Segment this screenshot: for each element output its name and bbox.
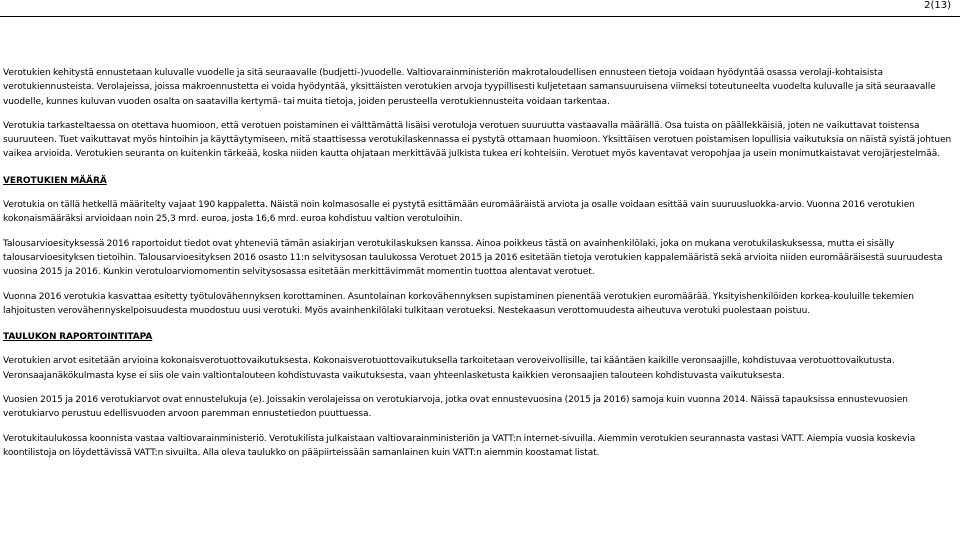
report-paragraph-2: Vuosien 2015 ja 2016 verotukiarvot ovat ennustelukuja (e). Joissakin verolajeissa on verotukiarvoja, jotka ovat ennustevuosina (2015 ja 2016) samoja kuin vuonna 2014. Näissä tapauksissa ennustevuosien verotukiarvo perustuu edellisvuoden arvoon paremman ennustetiedon puuttuessa. [3,395,908,420]
header-divider [0,16,960,17]
section-heading-amount: VEROTUKIEN MÄÄRÄ [3,175,107,186]
amount-paragraph-2: Talousarvioesityksessä 2016 raportoidut tiedot ovat yhteneviä tämän asiakirjan verotukilaskuksen kanssa. Ainoa poikkeus tästä on avainhenkilölaki, joka on mukana verotukilaskuksessa, mutta ei sisälly talousarvioesityksen tietoihin. Talousarvioesityksen 2016 osasto 11:n selvitysosan taulukossa Verotuet 2015 ja 2016 esitetään tietoja verotukien kappalemääristä sekä arvioita niiden euromääräisestä suuruudesta vuosina 2015 ja 2016. Kunkin verotuloarviomomentin selvitysosassa esitetään merkittävimmät momentin tuottoa alentavat verotuet. [3,238,943,278]
section-heading-report: TAULUKON RAPORTOINTITAPA [3,332,153,343]
amount-paragraph-3: Vuonna 2016 verotukia kasvattaa esitetty työtulovähennyksen korottaminen. Asuntolainan korkovähennyksen supistaminen pienentää verotukien euromäärää. Yksityishenkilöiden korkea-kouluille tekemien lahjoitusten verovähennyskelpoisuudesta muodostuu uusi verotuki. Myös avainhenkilölaki tulkitaan verotueksi. Nestekaasun verottomuudesta aiheutuva verotuki puolestaan poistuu. [3,291,914,316]
report-paragraph-3: Verotukitaulukossa koonnista vastaa valtiovarainministeriö. Verotukilista julkaistaan valtiovarainministeriön ja VATT:n internet-sivuilla. Aiemmin verotukien seurannasta vastasi VATT. Aiempia vuosia koskevia koontilistoja on löydettävissä VATT:n sivuilta. Alla oleva taulukko on pääpiirteissään samanlainen kuin VATT:n aiemmin koostamat listat. [3,433,916,458]
amount-paragraph-1: Verotukia on tällä hetkellä määritelty vajaat 190 kappaletta. Näistä noin kolmasosalle ei pystytä esittämään euromääräistä arviota ja osalle voidaan esittää vain suuruusluokka-arvio. Vuonna 2016 verotukien kokonaismääräksi arvioidaan noin 25,3 mrd. euroa, josta 16,6 mrd. euroa kohdistuu valtion verotuloihin. [3,200,915,225]
document-body [3,66,953,470]
intro-paragraph-2: Verotukia tarkasteltaessa on otettava huomioon, että verotuen poistaminen ei välttämättä lisäisi verotuloja verotuen suuruutta vastaavalla määrällä. Osa tuista on päällekkäisiä, joten ne vaikuttavat toistensa suuruuteen. Tuet vaikuttavat myös hintoihin ja käyttäytymiseen, mitä staattisessa verotukilaskennassa ei pystytä ottamaan huomioon. Yksittäisen verotuen poistamisen lopullisia vaikutuksia on näistä syistä johtuen vaikea arvioida. Verotukien seuranta on kuitenkin tärkeää, koska niiden kautta ohjataan merkittävää julkista tukea eri kohteisiin. Verotuet myös kaventavat veropohjaa ja usein monimutkaistavat verojärjestelmää. [3,120,952,160]
report-paragraph-1: Verotukien arvot esitetään arvioina kokonaisverotuottovaikutuksesta. Kokonaisverotuottovaikutuksella tarkoitetaan veroveivollisille, tai käântäen kaikille veronsaajille, kohdistuvaa verotuottovaikutusta. Veronsaajanäkökulmasta kyse ei siis ole vain valtiontalouteen kohdistuvasta vaikutuksesta, vaan yhteenlasketusta kaikkien veronsaajien talouteen kohdistuvasta vaikutuksesta. [3,356,895,381]
intro-paragraph-1: Verotukien kehitystä ennustetaan kuluvalle vuodelle ja sitä seuraavalle (budjetti-)vuodelle. Valtiovarainministeriön makrotaloudellisen ennusteen tietoja voidaan hyödyntää osassa verolaji-kohtaisista verotukiennusteista. Verolajeissa, joissa makroennustetta ei voida hyödyntää, yksittäisten verotukien arvoja tyypillisesti kuljetetaan samansuuruisena viimeksi toteutuneelta vuodelta kuluvalle ja sitä seuraavalle vuodelle, kunnes kuluvan vuoden osalta on saatavilla kertymä- tai muita tietoja, joiden perusteella verotukiennusteita voidaan tarkentaa. [3,68,936,107]
page-number: 2(13) [924,0,951,11]
